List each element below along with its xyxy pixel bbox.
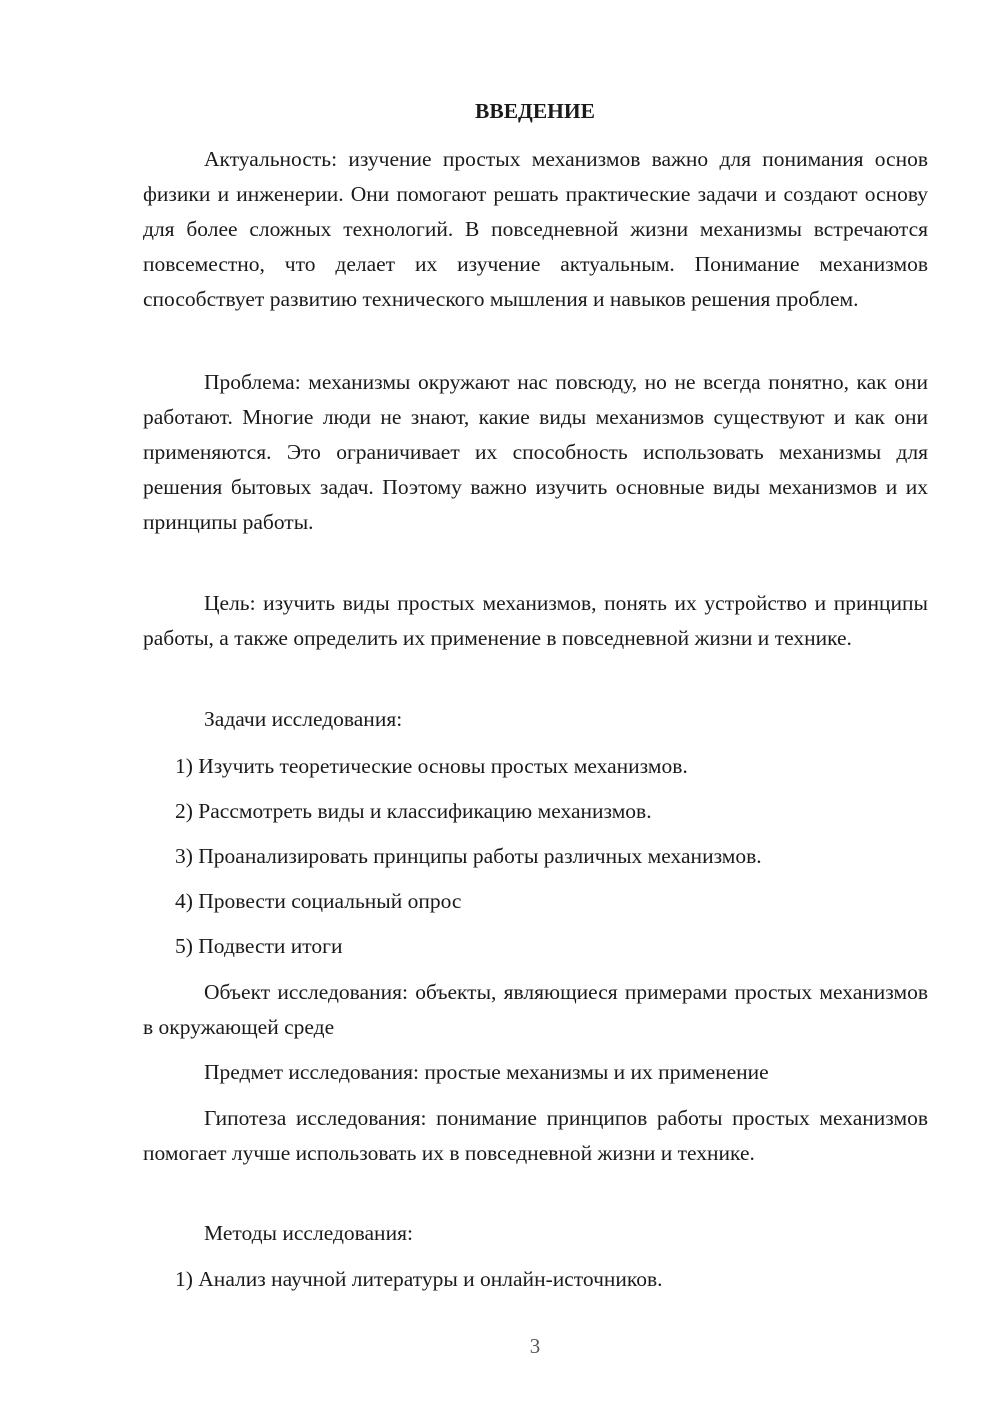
task-item-1: 1) Изучить теоретические основы простых механизмов. (175, 754, 688, 778)
object-paragraph: Объект исследования: объекты, являющиеся примерами простых механизмов в окружающей среде (143, 980, 928, 1039)
method-item-1: 1) Анализ научной литературы и онлайн-источников. (175, 1267, 663, 1291)
task-item-3: 3) Проанализировать принципы работы различных механизмов. (175, 844, 762, 868)
methods-heading: Методы исследования: (204, 1221, 413, 1245)
task-item-2: 2) Рассмотреть виды и классификацию механизмов. (175, 799, 652, 823)
relevance-paragraph: Актуальность: изучение простых механизмов важно для понимания основ физики и инженерии. Они помогают решать практические задачи и создают основу для более сложных технологий. В повседневной жизни механизмы встречаются повсеместно, что делает их изучение актуальным. Понимание механизмов способствует развитию технического мышления и навыков решения проблем. (143, 147, 928, 311)
problem-paragraph: Проблема: механизмы окружают нас повсюду, но не всегда понятно, как они работают. Многие люди не знают, какие виды механизмов существуют и как они применяются. Это ограничивает их способность использовать механизмы для решения бытовых задач. Поэтому важно изучить основные виды механизмов и их принципы работы. (143, 370, 928, 534)
task-item-5: 5) Подвести итоги (175, 934, 343, 958)
tasks-heading: Задачи исследования: (204, 707, 403, 731)
task-item-4: 4) Провести социальный опрос (175, 889, 462, 913)
subject-paragraph: Предмет исследования: простые механизмы и их применение (204, 1060, 769, 1084)
goal-paragraph: Цель: изучить виды простых механизмов, понять их устройство и принципы работы, а также определить их применение в повседневной жизни и технике. (143, 591, 928, 650)
section-title: ВВЕДЕНИЕ (475, 99, 595, 123)
hypothesis-paragraph: Гипотеза исследования: понимание принципов работы простых механизмов помогает лучше использовать их в повседневной жизни и технике. (143, 1106, 928, 1165)
page-number: 3 (529, 1334, 541, 1358)
